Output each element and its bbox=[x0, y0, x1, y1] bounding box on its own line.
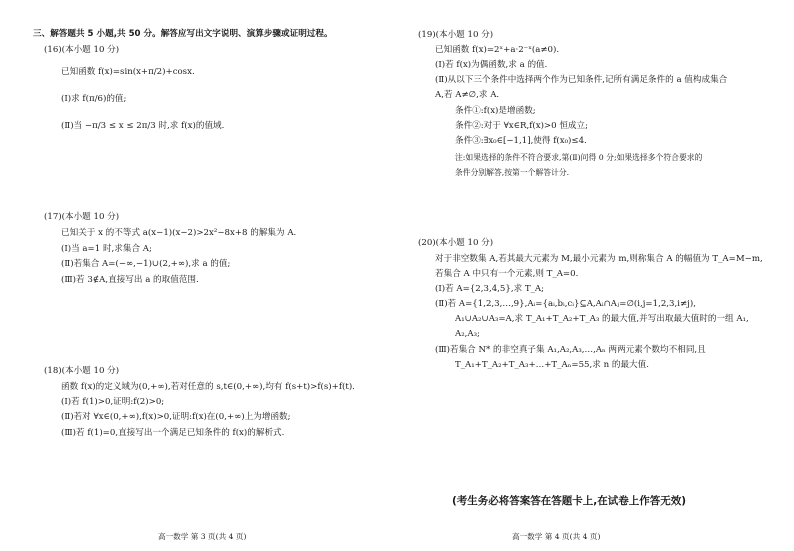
q20-stem-line1: 对于非空数集 A,若其最大元素为 M,最小元素为 m,则称集合 A 的幅值为 T_A=M−m, bbox=[435, 254, 763, 264]
q20-part1: (Ⅰ)若 A={2,3,4,5},求 T_A; bbox=[435, 284, 545, 294]
right-page bbox=[397, 0, 794, 551]
q16-header: (16)(本小题 10 分) bbox=[44, 45, 120, 55]
q19-note-line1: 注:如果选择的条件不符合要求,第(Ⅱ)问得 0 分;如果选择多个符合要求的 bbox=[455, 153, 703, 162]
q18-stem: 函数 f(x)的定义域为(0,+∞),若对任意的 s,t∈(0,+∞),均有 f(s+t)>f(s)+f(t). bbox=[61, 382, 355, 392]
section-heading: 三、解答题共 5 小题,共 50 分。解答应写出文字说明、演算步骤或证明过程。 bbox=[33, 29, 333, 39]
q19-condition2: 条件②:对于 ∀x∈R,f(x)>0 恒成立; bbox=[455, 121, 589, 131]
q19-condition3: 条件③:∃x₀∈[−1,1],使得 f(x₀)≤4. bbox=[455, 136, 587, 146]
q17-stem: 已知关于 x 的不等式 a(x−1)(x−2)>2x²−8x+8 的解集为 A. bbox=[61, 228, 297, 238]
left-page-footer: 高一数学 第 3 页(共 4 页) bbox=[158, 532, 247, 541]
q16-stem: 已知函数 f(x)=sin(x+π/2)+cosx. bbox=[61, 67, 195, 77]
q19-note-line2: 条件分别解答,按第一个解答计分. bbox=[455, 168, 570, 177]
q20-part3-line2: T_A₁+T_A₂+T_A₃+…+T_Aₙ=55,求 n 的最大值. bbox=[455, 360, 649, 370]
q19-header: (19)(本小题 10 分) bbox=[418, 30, 494, 40]
q16-part1: (Ⅰ)求 f(π/6)的值; bbox=[61, 94, 127, 104]
q18-header: (18)(本小题 10 分) bbox=[44, 366, 120, 376]
q19-condition1: 条件①:f(x)是增函数; bbox=[455, 106, 536, 116]
q18-part2: (Ⅱ)若对 ∀x∈(0,+∞),f(x)>0,证明:f(x)在(0,+∞)上为增函数; bbox=[61, 412, 291, 422]
q19-stem: 已知函数 f(x)=2ˣ+a·2⁻ˣ(a≠0). bbox=[435, 45, 560, 55]
q20-stem-line2: 若集合 A 中只有一个元素,则 T_A=0. bbox=[435, 269, 579, 279]
right-page-footer: 高一数学 第 4 页(共 4 页) bbox=[512, 532, 601, 541]
q19-part2-line1: (Ⅱ)从以下三个条件中选择两个作为已知条件,记所有满足条件的 a 值构成集合 bbox=[435, 75, 728, 85]
q20-part2-line1: (Ⅱ)若 A={1,2,3,…,9},Aᵢ={aᵢ,bᵢ,cᵢ}⊆A,Aᵢ∩Aⱼ=∅(i,j=1,2,3,i≠j), bbox=[435, 299, 696, 309]
q20-header: (20)(本小题 10 分) bbox=[418, 238, 494, 248]
q20-part2-line3: A₂,A₃; bbox=[455, 329, 480, 339]
q17-part1: (Ⅰ)当 a=1 时,求集合 A; bbox=[61, 244, 152, 254]
q19-part1: (Ⅰ)若 f(x)为偶函数,求 a 的值. bbox=[435, 60, 548, 70]
q18-part1: (Ⅰ)若 f(1)>0,证明:f(2)>0; bbox=[61, 397, 165, 407]
q17-part3: (Ⅲ)若 3∉A,直接写出 a 的取值范围. bbox=[61, 275, 199, 285]
q19-part2-line2: A,若 A≠∅,求 A. bbox=[435, 90, 500, 100]
q20-part2-line2: A₁∪A₂∪A₃=A,求 T_A₁+T_A₂+T_A₃ 的最大值,并写出取最大值时的一组 A₁, bbox=[455, 314, 749, 324]
q20-part3-line1: (Ⅲ)若集合 N* 的非空真子集 A₁,A₂,A₃,…,Aₙ 两两元素个数均不相同,且 bbox=[435, 345, 706, 355]
q17-header: (17)(本小题 10 分) bbox=[44, 212, 120, 222]
q18-part3: (Ⅲ)若 f(1)=0,直接写出一个满足已知条件的 f(x)的解析式. bbox=[61, 428, 285, 438]
answer-sheet-notice: (考生务必将答案答在答题卡上,在试卷上作答无效) bbox=[452, 495, 687, 507]
q16-part2: (Ⅱ)当 −π/3 ≤ x ≤ 2π/3 时,求 f(x)的值域. bbox=[61, 121, 225, 131]
q17-part2: (Ⅱ)若集合 A=(−∞,−1)∪(2,+∞),求 a 的值; bbox=[61, 259, 231, 269]
